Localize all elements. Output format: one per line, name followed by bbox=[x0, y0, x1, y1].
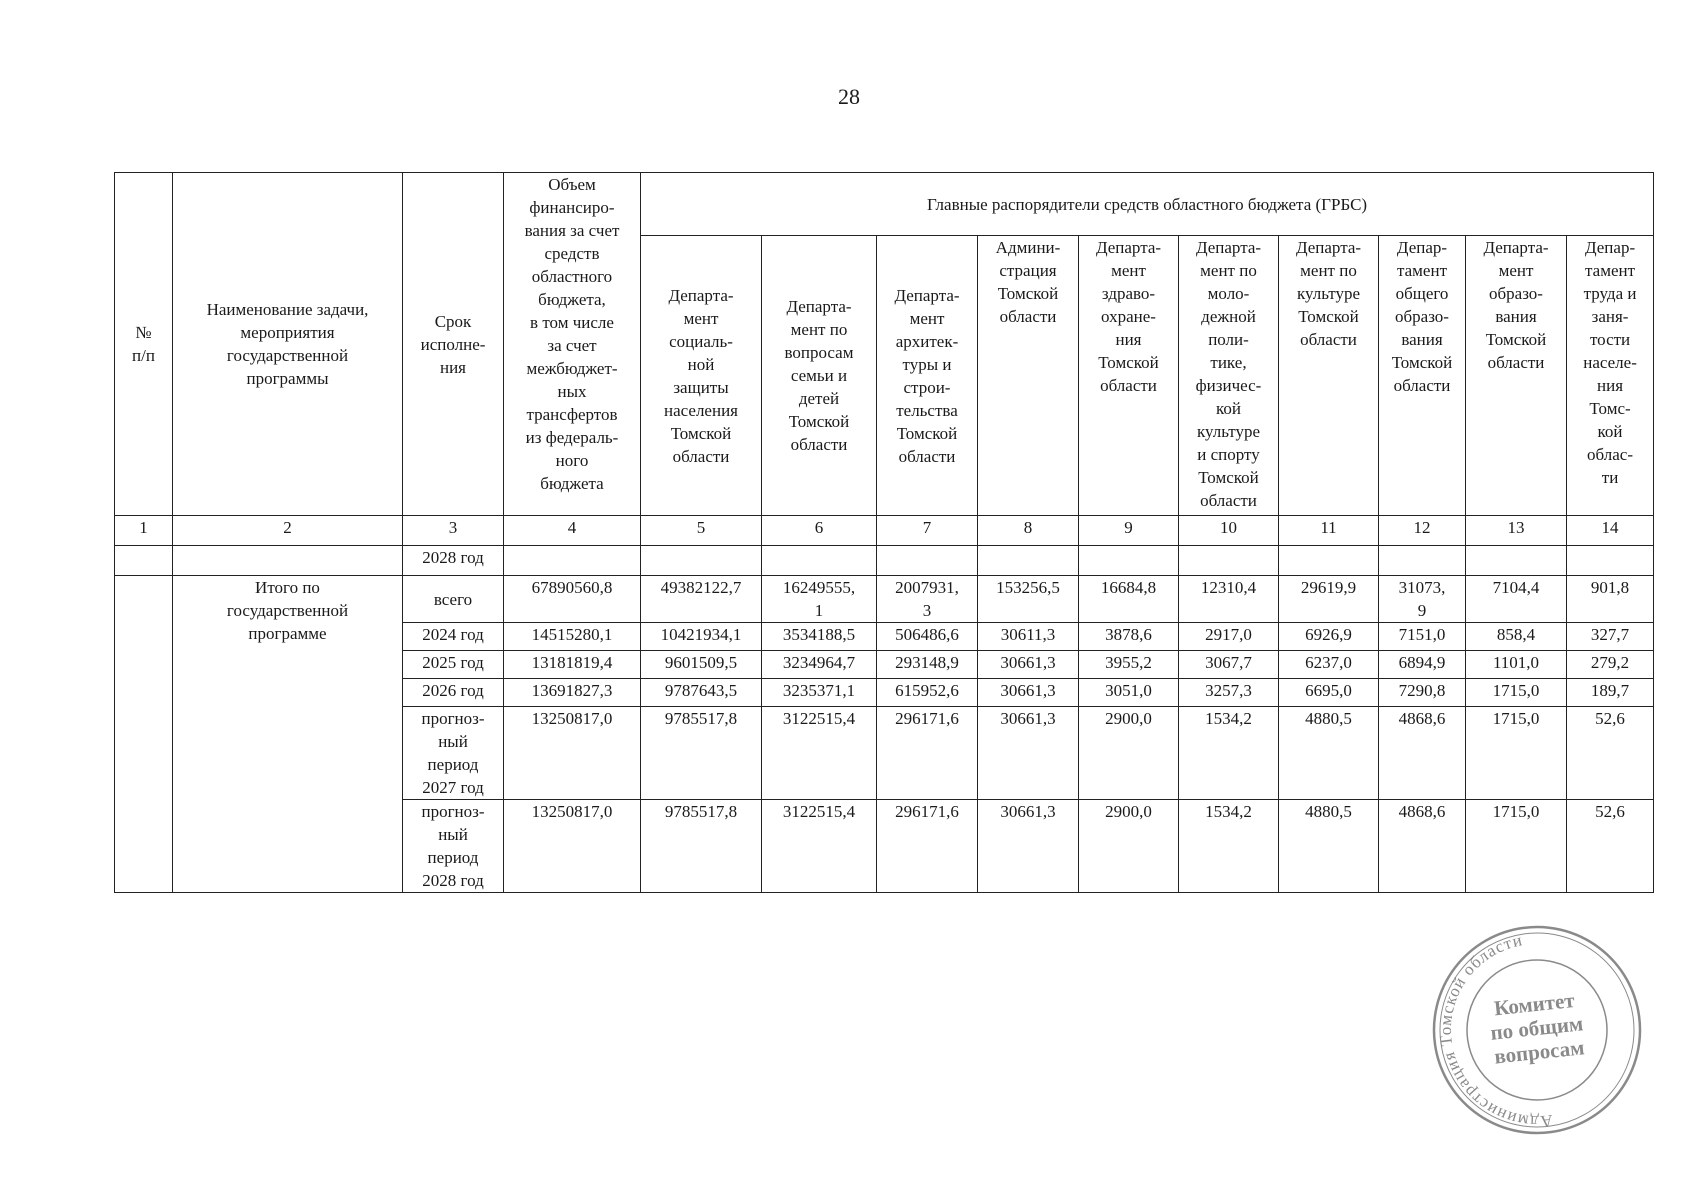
header-dept-labor: Депар- тамент труда и заня- тости населе- ния Томс- кой облас- ти bbox=[1567, 236, 1654, 516]
value-cell: 3234964,7 bbox=[762, 651, 877, 679]
period-cell: прогноз- ный период 2028 год bbox=[403, 800, 504, 893]
header-row-top bbox=[115, 173, 1654, 236]
value-cell: 16249555, 1 bbox=[762, 576, 877, 623]
value-cell: 858,4 bbox=[1466, 623, 1567, 651]
value-cell: 31073, 9 bbox=[1379, 576, 1466, 623]
budget-table bbox=[114, 172, 1654, 893]
value-cell: 327,7 bbox=[1567, 623, 1654, 651]
value-cell: 7290,8 bbox=[1379, 679, 1466, 707]
value-cell: 13691827,3 bbox=[504, 679, 641, 707]
value-cell: 6695,0 bbox=[1279, 679, 1379, 707]
value-cell: 3955,2 bbox=[1079, 651, 1179, 679]
page-number: 28 bbox=[838, 84, 860, 109]
value-cell: 3534188,5 bbox=[762, 623, 877, 651]
column-number: 2 bbox=[173, 516, 403, 546]
value-cell: 14515280,1 bbox=[504, 623, 641, 651]
column-number: 6 bbox=[762, 516, 877, 546]
value-cell: 3067,7 bbox=[1179, 651, 1279, 679]
value-cell: 49382122,7 bbox=[641, 576, 762, 623]
value-cell: 1715,0 bbox=[1466, 707, 1567, 800]
value-cell: 13250817,0 bbox=[504, 800, 641, 893]
period-cell: 2024 год bbox=[403, 623, 504, 651]
value-cell: 2917,0 bbox=[1179, 623, 1279, 651]
value-cell: 30611,3 bbox=[978, 623, 1079, 651]
continuation-row bbox=[115, 546, 1654, 576]
value-cell: 3122515,4 bbox=[762, 707, 877, 800]
header-dept-family: Департа- мент по вопросам семьи и детей Томской области bbox=[762, 236, 877, 516]
value-cell: 6894,9 bbox=[1379, 651, 1466, 679]
value-cell: 52,6 bbox=[1567, 707, 1654, 800]
continuation-period: 2028 год bbox=[403, 546, 504, 576]
table-row bbox=[115, 576, 1654, 623]
total-name-cell: Итого по государственной программе bbox=[173, 576, 403, 893]
stamp-line-2: по общим bbox=[1489, 1011, 1585, 1045]
header-dept-architecture: Департа- мент архитек- туры и строи- тельства Томской области bbox=[877, 236, 978, 516]
column-number: 3 bbox=[403, 516, 504, 546]
value-cell: 506486,6 bbox=[877, 623, 978, 651]
value-cell: 30661,3 bbox=[978, 707, 1079, 800]
column-number-row bbox=[115, 516, 1654, 546]
period-cell: прогноз- ный период 2027 год bbox=[403, 707, 504, 800]
value-cell: 16684,8 bbox=[1079, 576, 1179, 623]
value-cell: 13250817,0 bbox=[504, 707, 641, 800]
value-cell: 4880,5 bbox=[1279, 707, 1379, 800]
value-cell: 901,8 bbox=[1567, 576, 1654, 623]
stamp-line-3: вопросам bbox=[1493, 1035, 1586, 1069]
value-cell: 6926,9 bbox=[1279, 623, 1379, 651]
column-number: 11 bbox=[1279, 516, 1379, 546]
value-cell: 4880,5 bbox=[1279, 800, 1379, 893]
value-cell: 52,6 bbox=[1567, 800, 1654, 893]
header-dept-culture: Департа- мент по культуре Томской области bbox=[1279, 236, 1379, 516]
total-num-cell bbox=[115, 576, 173, 893]
value-cell: 3235371,1 bbox=[762, 679, 877, 707]
value-cell: 30661,3 bbox=[978, 679, 1079, 707]
column-number: 5 bbox=[641, 516, 762, 546]
value-cell: 615952,6 bbox=[877, 679, 978, 707]
column-number: 13 bbox=[1466, 516, 1567, 546]
header-dept-general-education: Депар- тамент общего образо- вания Томской области bbox=[1379, 236, 1466, 516]
value-cell: 1534,2 bbox=[1179, 707, 1279, 800]
value-cell: 3878,6 bbox=[1079, 623, 1179, 651]
value-cell: 1715,0 bbox=[1466, 679, 1567, 707]
value-cell: 279,2 bbox=[1567, 651, 1654, 679]
column-number: 8 bbox=[978, 516, 1079, 546]
value-cell: 9785517,8 bbox=[641, 800, 762, 893]
value-cell: 153256,5 bbox=[978, 576, 1079, 623]
value-cell: 3257,3 bbox=[1179, 679, 1279, 707]
header-num: № п/п bbox=[115, 173, 173, 516]
column-number: 4 bbox=[504, 516, 641, 546]
header-grbs: Главные распорядители средств областного бюджета (ГРБС) bbox=[641, 173, 1654, 236]
value-cell: 12310,4 bbox=[1179, 576, 1279, 623]
official-stamp bbox=[1427, 925, 1647, 1135]
header-dept-administration: Админи- страция Томской области bbox=[978, 236, 1079, 516]
period-cell: всего bbox=[403, 576, 504, 623]
header-dept-education: Департа- мент образо- вания Томской области bbox=[1466, 236, 1567, 516]
value-cell: 189,7 bbox=[1567, 679, 1654, 707]
value-cell: 29619,9 bbox=[1279, 576, 1379, 623]
header-volume: Объем финансиро- вания за счет средств областного бюджета, в том числе за счет межбюджет- ных трансфертов из федераль- ного бюджета bbox=[504, 173, 641, 516]
header-dept-youth: Департа- мент по моло- дежной поли- тике, физичес- кой культуре и спорту Томской области bbox=[1179, 236, 1279, 516]
value-cell: 10421934,1 bbox=[641, 623, 762, 651]
value-cell: 30661,3 bbox=[978, 800, 1079, 893]
column-number: 1 bbox=[115, 516, 173, 546]
value-cell: 13181819,4 bbox=[504, 651, 641, 679]
value-cell: 9601509,5 bbox=[641, 651, 762, 679]
value-cell: 6237,0 bbox=[1279, 651, 1379, 679]
value-cell: 9785517,8 bbox=[641, 707, 762, 800]
column-number: 12 bbox=[1379, 516, 1466, 546]
value-cell: 3122515,4 bbox=[762, 800, 877, 893]
value-cell: 2900,0 bbox=[1079, 707, 1179, 800]
value-cell: 296171,6 bbox=[877, 707, 978, 800]
header-term: Срок исполне- ния bbox=[403, 173, 504, 516]
header-dept-social: Департа- мент социаль- ной защиты населения Томской области bbox=[641, 236, 762, 516]
value-cell: 4868,6 bbox=[1379, 800, 1466, 893]
value-cell: 293148,9 bbox=[877, 651, 978, 679]
period-cell: 2025 год bbox=[403, 651, 504, 679]
column-number: 9 bbox=[1079, 516, 1179, 546]
value-cell: 7104,4 bbox=[1466, 576, 1567, 623]
value-cell: 1715,0 bbox=[1466, 800, 1567, 893]
header-dept-health: Департа- мент здраво- охране- ния Томской области bbox=[1079, 236, 1179, 516]
period-cell: 2026 год bbox=[403, 679, 504, 707]
value-cell: 7151,0 bbox=[1379, 623, 1466, 651]
value-cell: 2007931, 3 bbox=[877, 576, 978, 623]
value-cell: 67890560,8 bbox=[504, 576, 641, 623]
column-number: 14 bbox=[1567, 516, 1654, 546]
stamp-ring-text: Администрация Томской области bbox=[1435, 930, 1554, 1132]
value-cell: 9787643,5 bbox=[641, 679, 762, 707]
value-cell: 2900,0 bbox=[1079, 800, 1179, 893]
value-cell: 3051,0 bbox=[1079, 679, 1179, 707]
header-name: Наименование задачи, мероприятия государственной программы bbox=[173, 173, 403, 516]
value-cell: 4868,6 bbox=[1379, 707, 1466, 800]
value-cell: 30661,3 bbox=[978, 651, 1079, 679]
column-number: 10 bbox=[1179, 516, 1279, 546]
stamp-line-1: Комитет bbox=[1492, 987, 1576, 1021]
value-cell: 1101,0 bbox=[1466, 651, 1567, 679]
value-cell: 1534,2 bbox=[1179, 800, 1279, 893]
column-number: 7 bbox=[877, 516, 978, 546]
value-cell: 296171,6 bbox=[877, 800, 978, 893]
